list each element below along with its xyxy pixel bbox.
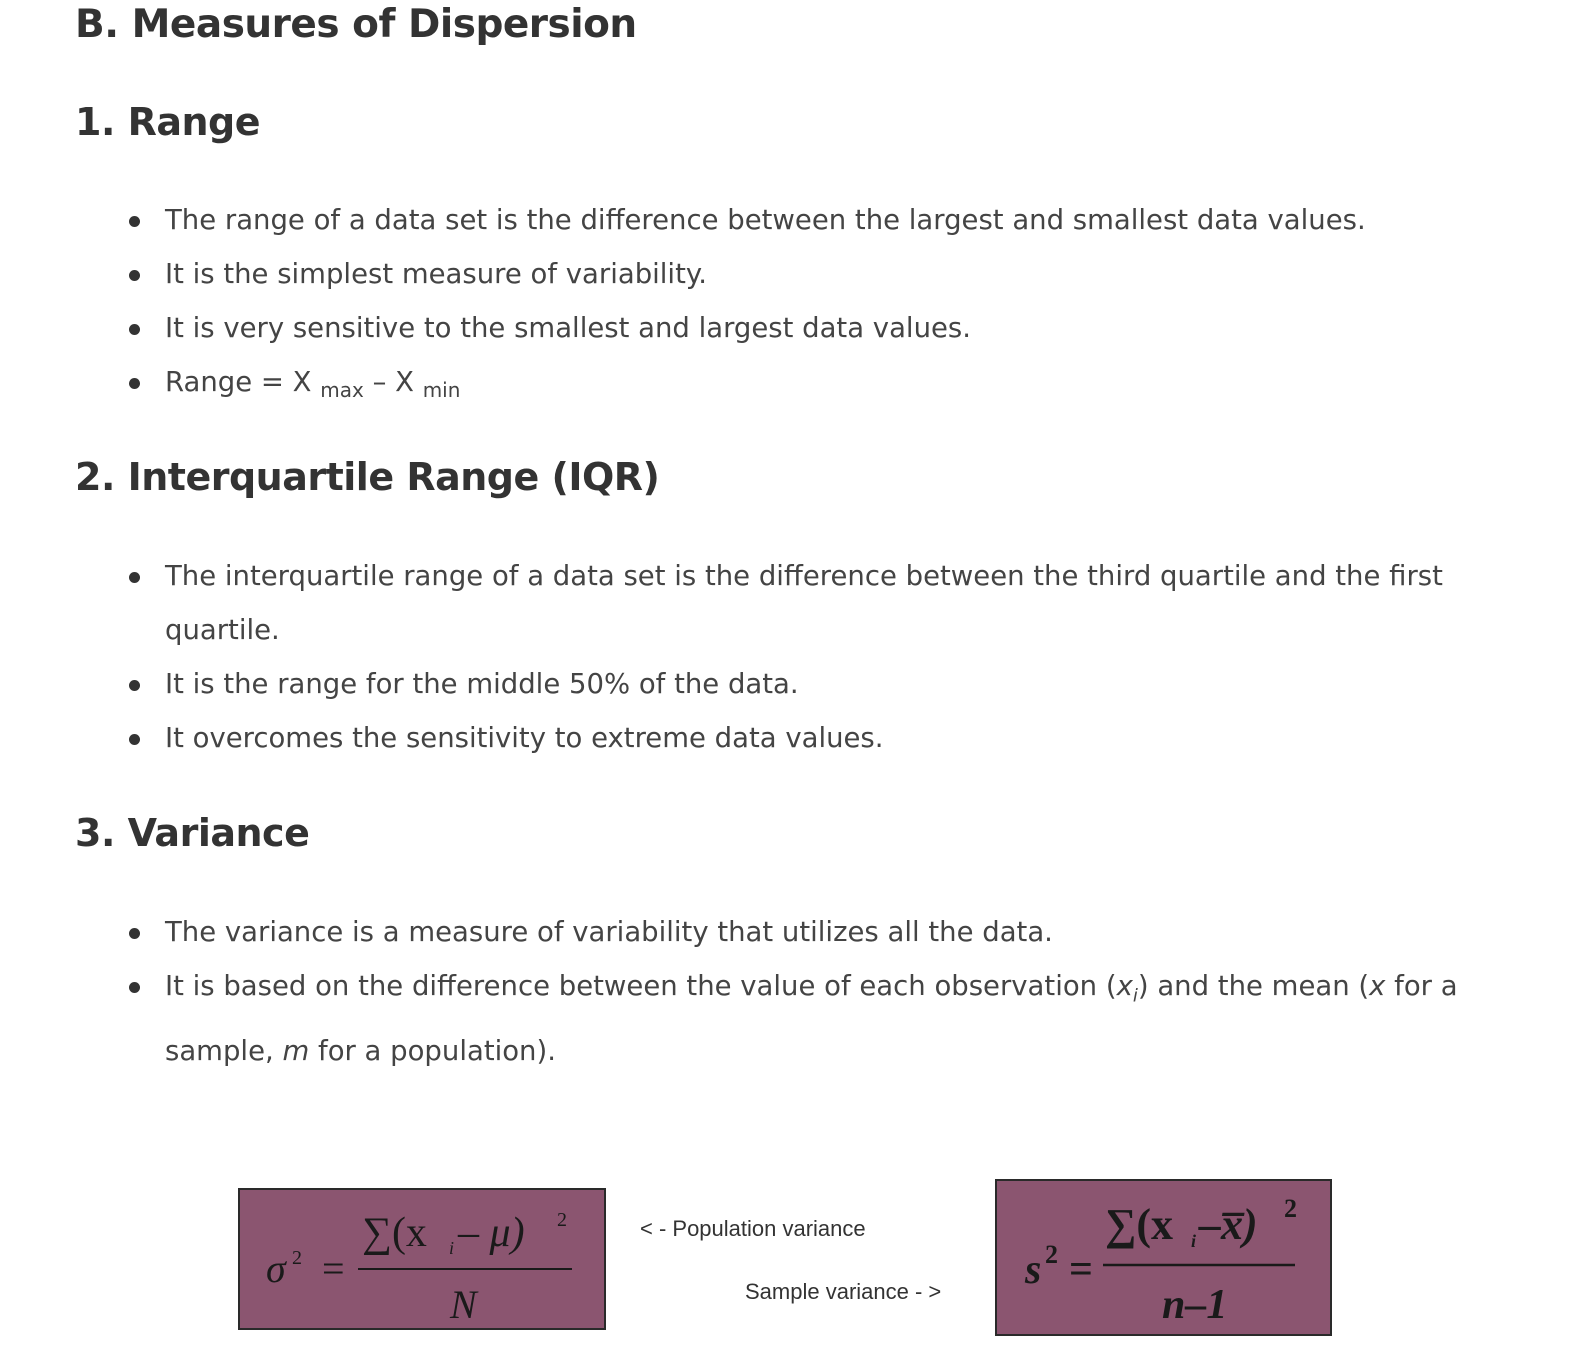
list-item: It is very sensitive to the smallest and largest data values. <box>120 301 1550 355</box>
sample-denominator: n–1 <box>1162 1282 1228 1328</box>
pop-numerator-exp: 2 <box>557 1209 567 1231</box>
population-variance-formula <box>238 1188 606 1330</box>
pop-numerator: ∑(x <box>362 1210 427 1256</box>
variance-heading: 3. Variance <box>75 811 310 855</box>
sample-numerator-sub: i <box>1191 1231 1197 1251</box>
xi-subscript: i <box>1132 985 1138 1007</box>
sample-formula-graphic <box>997 1181 1330 1334</box>
population-formula-graphic <box>240 1190 604 1328</box>
population-variance-caption: < - Population variance <box>640 1216 866 1241</box>
pop-numerator-sub: i <box>449 1238 455 1258</box>
list-item: The variance is a measure of variability that utilizes all the data. <box>120 905 1550 959</box>
variance-observation-item <box>120 959 1550 1078</box>
xi-variable: x <box>1116 970 1133 1002</box>
list-item: The interquartile range of a data set is the difference between the third quartile and the first quartile. <box>120 549 1550 657</box>
list-item: It is the simplest measure of variability. <box>120 247 1550 301</box>
range-formula-min: min <box>422 378 461 402</box>
iqr-bullet-list <box>120 549 1550 765</box>
sample-lhs: s <box>1025 1247 1042 1293</box>
iqr-heading: 2. Interquartile Range (IQR) <box>75 455 660 499</box>
pop-equals: = <box>322 1246 345 1291</box>
text-fragment: for a sample, <box>165 970 1458 1067</box>
list-item: It is the range for the middle 50% of the data. <box>120 657 1550 711</box>
sample-variance-formula <box>995 1179 1332 1336</box>
sample-variance-caption: Sample variance - > <box>745 1279 942 1304</box>
range-formula-item <box>120 355 1550 417</box>
variance-bullet-list <box>120 905 1550 1078</box>
sample-numerator: ∑(x <box>1105 1200 1174 1249</box>
x-variable: x <box>1369 970 1386 1002</box>
pop-lhs-exp: 2 <box>292 1247 302 1269</box>
m-variable: m <box>282 1034 310 1067</box>
sample-numerator-rest: –x̅) <box>1199 1200 1258 1249</box>
range-bullet-list <box>120 193 1550 417</box>
sample-lhs-exp: 2 <box>1045 1240 1058 1269</box>
sample-equals: = <box>1069 1247 1093 1293</box>
range-formula-max: max <box>320 378 364 402</box>
list-item: It overcomes the sensitivity to extreme data values. <box>120 711 1550 765</box>
range-heading: 1. Range <box>75 100 261 144</box>
text-fragment: It is based on the difference between the value of each observation ( <box>165 970 1117 1002</box>
text-fragment: ) and the mean ( <box>1137 970 1370 1002</box>
range-formula-label: Range = X <box>165 366 312 398</box>
sample-numerator-exp: 2 <box>1284 1194 1297 1223</box>
text-fragment: for a population). <box>309 1034 556 1067</box>
range-formula-minus: – X <box>372 366 414 398</box>
list-item: The range of a data set is the difference between the largest and smallest data values. <box>120 193 1550 247</box>
pop-numerator-rest: – μ) <box>458 1210 525 1256</box>
page-title: B. Measures of Dispersion <box>75 2 637 47</box>
pop-denominator: N <box>450 1282 477 1327</box>
pop-lhs: σ <box>266 1246 286 1291</box>
